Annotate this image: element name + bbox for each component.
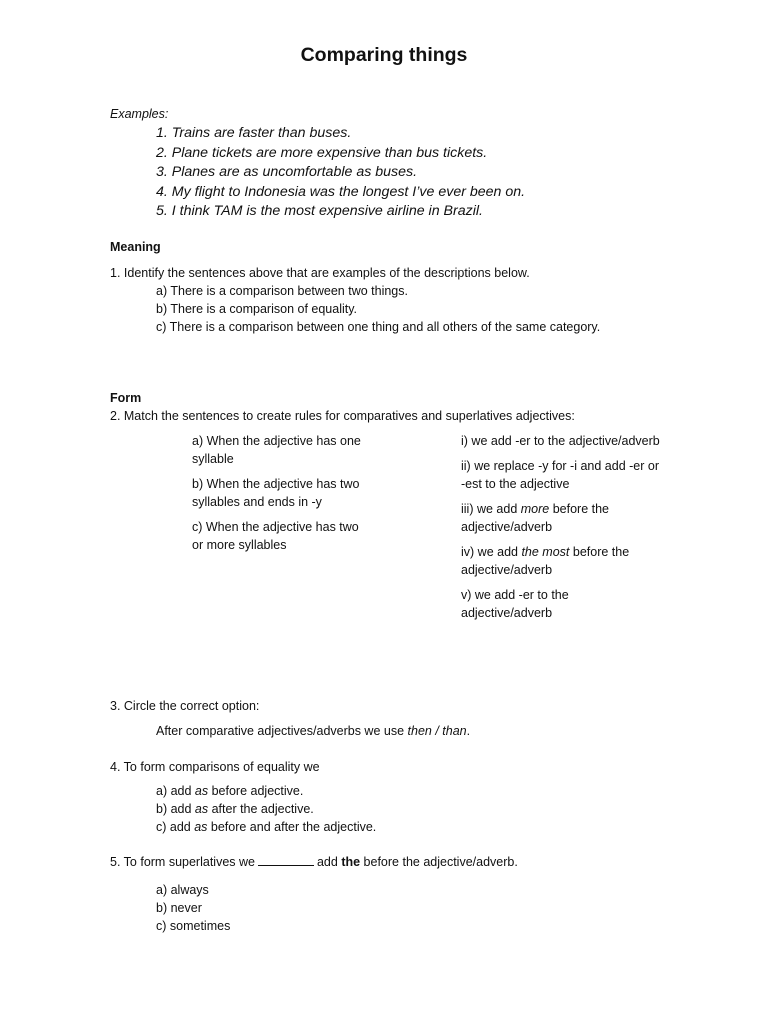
q5-option-a: a) always: [156, 883, 209, 897]
example-item: 4. My flight to Indonesia was the longest I’ve ever been on.: [156, 183, 526, 200]
match-right-item: ii) we replace -y for -i and add -er or -est to the adjective: [461, 459, 659, 491]
q4-option-b: [156, 800, 314, 818]
meaning-option-a: a) There is a comparison between two things.: [156, 284, 408, 298]
example-item: 2. Plane tickets are more expensive than bus tickets.: [156, 144, 488, 161]
match-right-item: i) we add -er to the adjective/adverb: [461, 434, 660, 448]
q4-text: after the adjective.: [208, 802, 314, 816]
q4-text: b) add: [156, 802, 195, 816]
match-left-item: b) When the adjective has two syllables and ends in -y: [192, 477, 360, 509]
match-right-item: [461, 500, 661, 536]
rule-text: iii) we add: [461, 502, 521, 516]
q4-question: 4. To form comparisons of equality we: [110, 760, 320, 774]
form-question: 2. Match the sentences to create rules for comparatives and superlatives adjectives:: [110, 409, 575, 423]
match-right-column: [461, 432, 661, 622]
q4-option-a: [156, 782, 303, 800]
match-left-item: a) When the adjective has one syllable: [192, 434, 361, 466]
rule-emphasis: the most: [521, 545, 570, 559]
form-heading: Form: [110, 391, 142, 405]
page-title: Comparing things: [300, 44, 468, 66]
q4-text: before adjective.: [208, 784, 304, 798]
q5-option-c: c) sometimes: [156, 919, 231, 933]
examples-label: Examples:: [110, 107, 169, 121]
q4-emphasis: as: [194, 784, 209, 798]
rule-text: iv) we add: [461, 545, 522, 559]
q5-emphasis: the: [341, 855, 361, 869]
meaning-option-b: b) There is a comparison of equality.: [156, 302, 358, 316]
example-item: 1. Trains are faster than buses.: [156, 125, 352, 141]
q3-options: then / than: [407, 724, 467, 738]
q4-option-c: [156, 818, 376, 836]
rule-text: before the adjective/adverb: [461, 545, 630, 577]
q4-emphasis: as: [194, 802, 209, 816]
answer-blank[interactable]: [258, 853, 314, 866]
q5-text: before the adjective/adverb.: [360, 855, 518, 869]
q5-option-b: b) never: [156, 901, 202, 915]
rule-text: before the adjective/adverb: [461, 502, 609, 534]
q5-text: add: [316, 855, 342, 869]
meaning-heading: Meaning: [110, 240, 161, 254]
meaning-option-c: c) There is a comparison between one thing and all others of the same category.: [156, 320, 601, 334]
q4-text: before and after the adjective.: [207, 820, 377, 834]
match-right-item: v) we add -er to the adjective/adverb: [461, 588, 569, 620]
match-left-item: c) When the adjective has two or more syllables: [192, 520, 359, 552]
examples-list: [156, 124, 525, 222]
meaning-question: 1. Identify the sentences above that are examples of the descriptions below.: [110, 266, 530, 280]
match-left-column: [192, 432, 362, 554]
q5-text: 5. To form superlatives we: [110, 855, 255, 869]
q3-text: .: [466, 724, 471, 738]
q3-sentence: [156, 722, 470, 740]
q3-question: 3. Circle the correct option:: [110, 699, 260, 713]
example-item: 3. Planes are as uncomfortable as buses.: [156, 164, 418, 180]
q3-text: After comparative adjectives/adverbs we use: [156, 724, 408, 738]
q4-text: a) add: [156, 784, 195, 798]
q5-question: [110, 853, 518, 871]
example-item: 5. I think TAM is the most expensive airline in Brazil.: [156, 203, 483, 219]
q4-emphasis: as: [194, 820, 208, 834]
rule-emphasis: more: [520, 502, 550, 516]
match-right-item: [461, 543, 661, 579]
q4-text: c) add: [156, 820, 195, 834]
